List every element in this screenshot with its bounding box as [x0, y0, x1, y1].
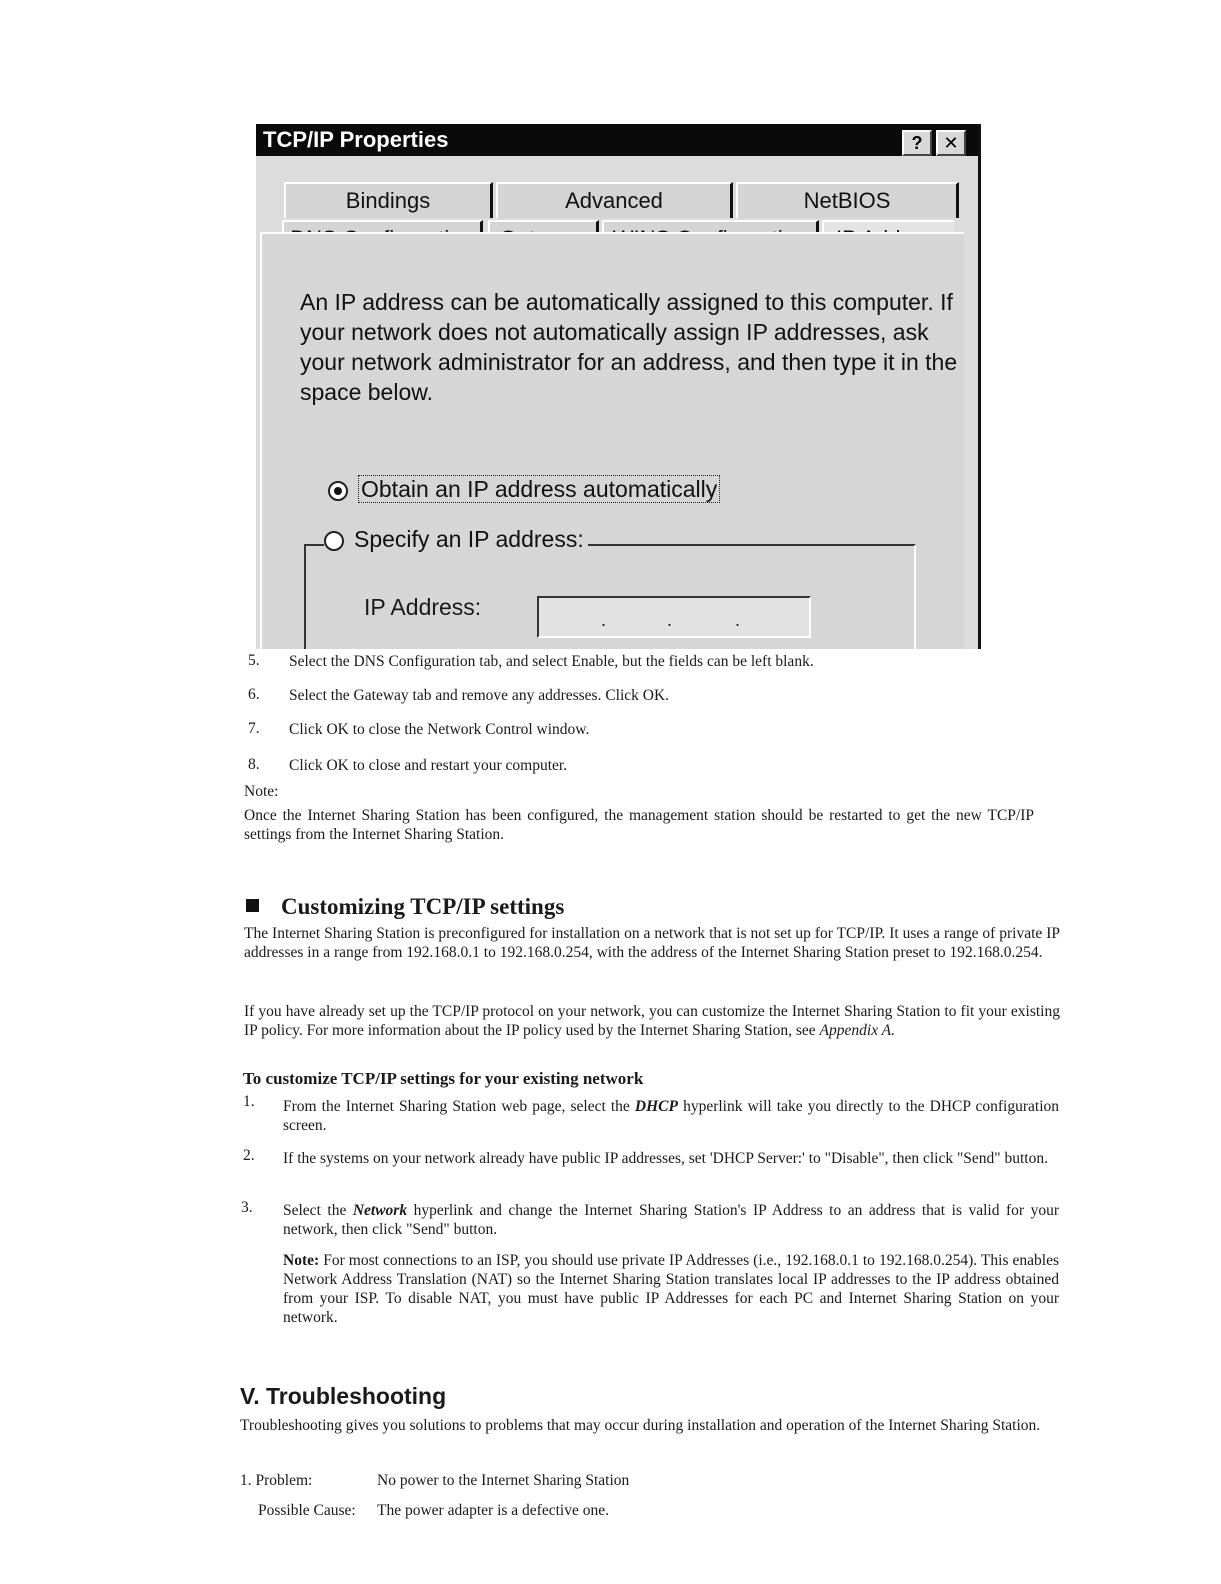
radio-specify-label: Specify an IP address:: [354, 526, 584, 552]
step-text: Select the Gateway tab and remove any addresses. Click OK.: [289, 687, 670, 704]
troubleshooting-intro: Troubleshooting gives you solutions to problems that may occur during installation and operation of the Internet Sharing Station.: [240, 1417, 1041, 1434]
step-number: 8.: [248, 756, 260, 773]
radio-obtain-label: Obtain an IP address automatically: [358, 475, 720, 503]
customize-step-3: Select the Network hyperlink and change the Internet Sharing Station's IP Address to an address that is valid for your network, then click "Send" button.: [283, 1202, 1059, 1238]
step-number: 6.: [248, 686, 260, 703]
step-number: 3.: [241, 1199, 253, 1216]
cause-label: Possible Cause:: [258, 1502, 356, 1519]
step-text: Click OK to close and restart your computer.: [289, 757, 568, 774]
step-number: 1.: [243, 1093, 255, 1110]
tab-bindings[interactable]: Bindings: [284, 182, 493, 218]
dialog-title: TCP/IP Properties: [263, 127, 449, 152]
square-bullet-icon: [246, 899, 259, 912]
step-number: 5.: [248, 652, 260, 669]
close-icon[interactable]: ✕: [936, 130, 966, 156]
problem-label: 1. Problem:: [240, 1472, 313, 1489]
radio-unselected-icon: [324, 531, 344, 551]
radio-obtain-automatically[interactable]: [328, 476, 720, 503]
customize-step-1: From the Internet Sharing Station web page, select the DHCP hyperlink will take you directly to the DHCP configuration screen.: [283, 1098, 1060, 1134]
section-heading-troubleshooting: V. Troubleshooting: [240, 1383, 447, 1409]
step-number: 7.: [248, 720, 260, 737]
customizing-paragraph-2: If you have already set up the TCP/IP protocol on your network, you can customize the Internet Sharing Station to fit your existing IP policy. For more information about the IP policy used by the Internet Sharing Station, see Appendix A.: [244, 1003, 1060, 1039]
dialog-titlebar: [256, 124, 978, 156]
customize-subheading: To customize TCP/IP settings for your existing network: [243, 1069, 644, 1088]
note-label: Note:: [244, 783, 279, 800]
help-icon[interactable]: ?: [902, 130, 932, 156]
network-link[interactable]: Network: [352, 1202, 408, 1219]
tcpip-properties-dialog: [256, 124, 981, 649]
appendix-link[interactable]: Appendix A.: [819, 1022, 896, 1039]
cause-text: The power adapter is a defective one.: [377, 1502, 609, 1519]
step-text: Select the DNS Configuration tab, and select Enable, but the fields can be left blank.: [289, 653, 814, 670]
customizing-paragraph-1: The Internet Sharing Station is preconfigured for installation on a network that is not set up for TCP/IP. It uses a range of private IP addresses in a range from 192.168.0.1 to 192.168.0.254, with the address of the Internet Sharing Station preset to 192.168.0.254.: [244, 925, 1060, 961]
dialog-description: An IP address can be automatically assigned to this computer. If your network does not automatically assign IP addresses, ask your network administrator for an address, and then type it in the space below.: [300, 289, 958, 405]
tab-advanced[interactable]: Advanced: [496, 182, 733, 218]
step-number: 2.: [243, 1147, 255, 1164]
ip-address-field[interactable]: . . .: [537, 596, 811, 638]
problem-text: No power to the Internet Sharing Station: [377, 1472, 630, 1489]
ip-address-label: IP Address:: [364, 594, 482, 620]
radio-specify-ip[interactable]: [324, 526, 588, 553]
tab-netbios[interactable]: NetBIOS: [736, 182, 959, 218]
section-heading-customizing: Customizing TCP/IP settings: [246, 894, 564, 920]
customize-note: Note: For most connections to an ISP, you should use private IP Addresses (i.e., 192.168.0.1 to 192.168.0.254). This enables Network Address Translation (NAT) so the Internet Sharing Station translates local IP addresses to the IP address obtained from your ISP. To disable NAT, you must have public IP Addresses for each PC and Internet Sharing Station on your network.: [283, 1252, 1060, 1326]
customize-step-2: If the systems on your network already have public IP addresses, set 'DHCP Server:' to "Disable", then click "Send" button.: [283, 1150, 1048, 1167]
step-text: Click OK to close the Network Control window.: [289, 721, 590, 738]
note-text: Once the Internet Sharing Station has been configured, the management station should be restarted to get the new TCP/IP settings from the Internet Sharing Station.: [244, 807, 1034, 843]
radio-selected-icon: [328, 481, 348, 501]
dhcp-link[interactable]: DHCP: [634, 1098, 678, 1115]
